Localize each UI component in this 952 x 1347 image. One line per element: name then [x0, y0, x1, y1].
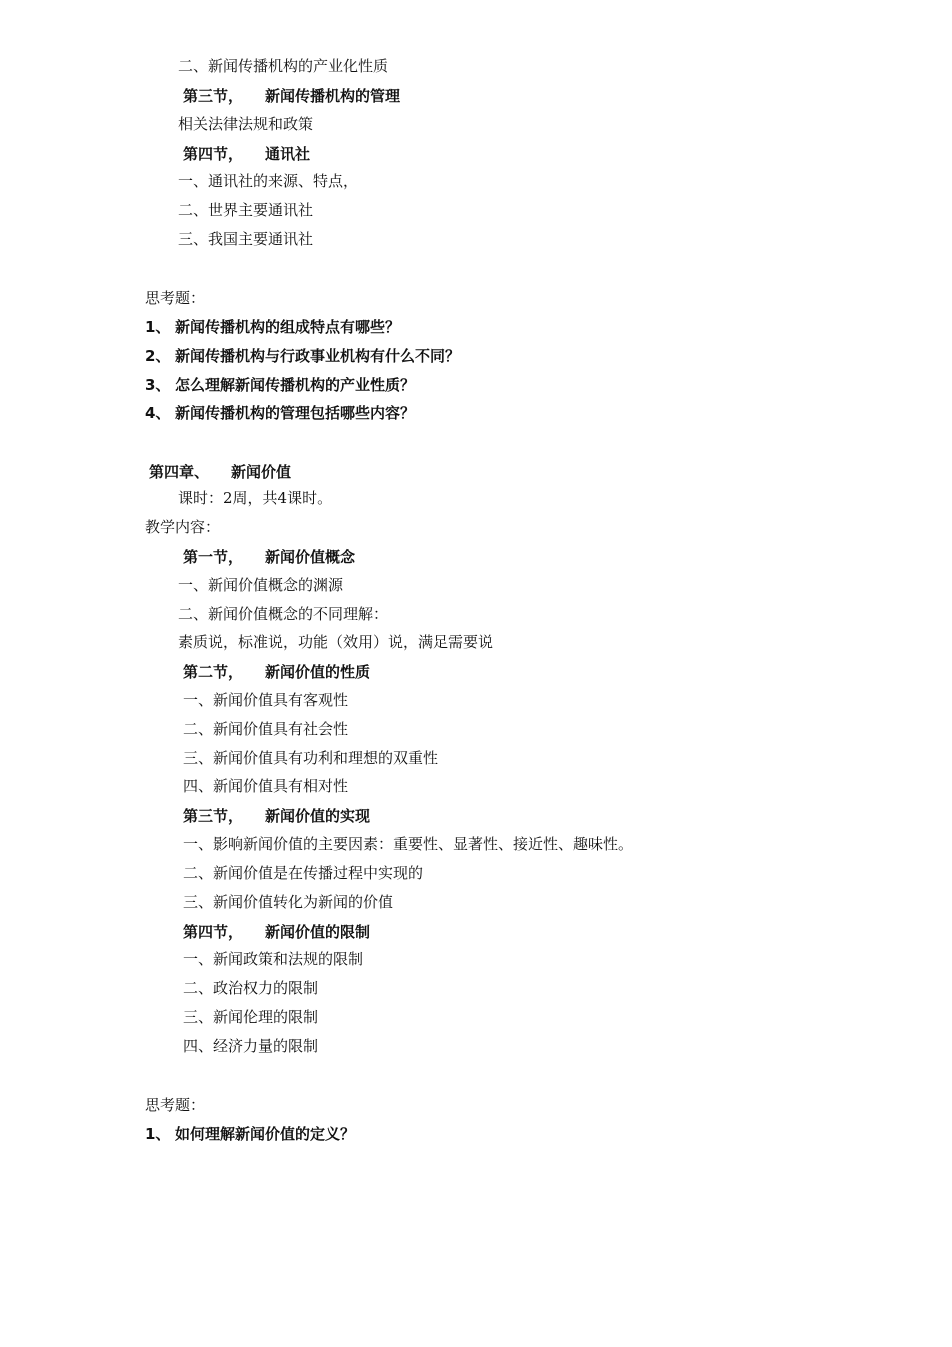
section-title: 新闻传播机构的管理: [265, 87, 401, 105]
section-number: 第二节，: [183, 663, 244, 681]
question-number: 1、: [145, 318, 171, 336]
section-title: 新闻价值概念: [265, 548, 356, 566]
list-item: 四、经济力量的限制: [183, 1037, 319, 1055]
question-item: [145, 403, 415, 423]
question-item: [145, 375, 415, 395]
section-number: 第三节，: [183, 807, 244, 825]
question-number: 2、: [145, 347, 171, 365]
list-item: 三、我国主要通讯社: [178, 230, 314, 248]
list-item: 二、新闻价值具有社会性: [183, 720, 349, 738]
list-item: 相关法律法规和政策: [178, 115, 314, 133]
list-item: 二、政治权力的限制: [183, 979, 319, 997]
section-title: 新闻价值的实现: [265, 807, 371, 825]
list-item: 二、新闻价值是在传播过程中实现的: [183, 864, 424, 882]
section-heading: [183, 144, 310, 164]
list-item: 素质说，标准说，功能（效用）说，满足需要说: [178, 633, 494, 651]
list-item: 一、新闻价值概念的渊源: [178, 576, 344, 594]
list-item: 一、新闻政策和法规的限制: [183, 950, 364, 968]
section-number: 第三节，: [183, 87, 244, 105]
section-heading: [183, 662, 370, 682]
list-item: 二、新闻价值概念的不同理解：: [178, 605, 389, 623]
question-item: [145, 317, 400, 337]
question-text: 如何理解新闻价值的定义？: [175, 1125, 356, 1143]
section-title: 新闻价值的限制: [265, 923, 371, 941]
question-text: 新闻传播机构的组成特点有哪些？: [175, 318, 401, 336]
section-title: 通讯社: [265, 145, 311, 163]
section-number: 第一节，: [183, 548, 244, 566]
section-heading: [183, 806, 370, 826]
question-number: 3、: [145, 376, 171, 394]
question-text: 新闻传播机构的管理包括哪些内容？: [175, 404, 416, 422]
section-heading: [183, 86, 400, 106]
questions-heading: 思考题：: [145, 1096, 206, 1114]
list-item: 一、影响新闻价值的主要因素：重要性、显著性、接近性、趣味性。: [183, 835, 634, 853]
section-number: 第四节，: [183, 923, 244, 941]
question-item: [145, 1124, 355, 1144]
list-item: 二、新闻传播机构的产业化性质: [178, 57, 389, 75]
list-item: 四、新闻价值具有相对性: [183, 777, 349, 795]
chapter-number: 第四章、: [149, 463, 210, 481]
question-number: 1、: [145, 1125, 171, 1143]
question-text: 新闻传播机构与行政事业机构有什么不同？: [175, 347, 461, 365]
list-item: 二、世界主要通讯社: [178, 201, 314, 219]
section-title: 新闻价值的性质: [265, 663, 371, 681]
question-text: 怎么理解新闻传播机构的产业性质？: [175, 376, 416, 394]
section-heading: [183, 922, 370, 942]
question-item: [145, 346, 460, 366]
content-label: 教学内容：: [145, 518, 221, 536]
section-heading: [183, 547, 355, 567]
chapter-title: 新闻价值: [231, 463, 292, 481]
questions-heading: 思考题：: [145, 289, 206, 307]
question-number: 4、: [145, 404, 171, 422]
list-item: 三、新闻价值转化为新闻的价值: [183, 893, 394, 911]
section-number: 第四节，: [183, 145, 244, 163]
list-item: 一、通讯社的来源、特点，: [178, 172, 359, 190]
chapter-hours: 课时：2周，共4课时。: [178, 489, 333, 507]
chapter-heading: [149, 462, 291, 482]
list-item: 三、新闻价值具有功利和理想的双重性: [183, 749, 439, 767]
list-item: 一、新闻价值具有客观性: [183, 691, 349, 709]
list-item: 三、新闻伦理的限制: [183, 1008, 319, 1026]
